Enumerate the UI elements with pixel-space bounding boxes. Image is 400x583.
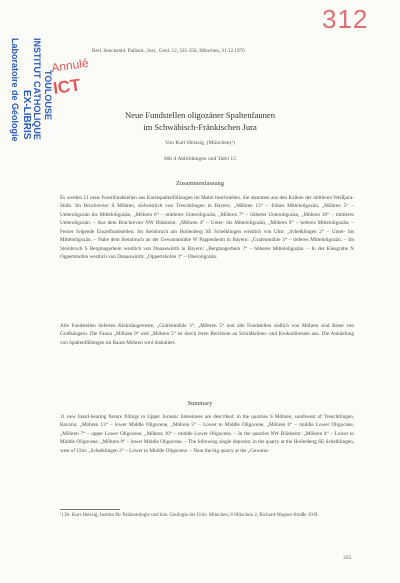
cancel-stamp-ict: ICT bbox=[51, 75, 82, 98]
page-number: 335 bbox=[343, 555, 352, 561]
zusammenfassung-heading: Zusammenfassung bbox=[176, 180, 224, 187]
article-title-line-1: Neue Fundstellen oligozäner Spaltenfaunen bbox=[124, 110, 276, 120]
stamp-number: 312 bbox=[322, 4, 369, 34]
footnote-rule bbox=[60, 509, 120, 510]
library-stamp-line-4: TOULOUSE bbox=[43, 70, 53, 120]
plate-line: Mit 4 Abbildungen und Tafel 15 bbox=[163, 156, 237, 162]
summary-paragraph: 11 new fossil-bearing fissure fillings in Upper Jurassic limestones are described: in the quarries S Möhren, southwest of Treuchtlingen, Bavaria: „Möhren 13“ – lower Middle Oligocene, „Möhren 5“ – Lower to Middle Oligocene, „Möhren 6“ – middle Lower Oligocene, „Möhren 7“ – upper Lower Oligocene, „Möhren 10“ – middle Lower Oligocene. – In the quarries NW Bläsheim: „Möhren 4“ – Lower to Middle Oligocene, „Möhren 9“ – lower Middle Oligocene. – The following single deposits: in the quarry at the Hollenberg SE Schelklingen, west of Ulm: „Schelklingen 2“ – Lower to Middle Oligocene. – Near the big quarry at the „Gewann- bbox=[60, 414, 354, 454]
library-stamp-line-1: Laboratoire de Géologie bbox=[10, 38, 20, 142]
cancel-stamp-annule: Annulé bbox=[50, 56, 90, 75]
footnote: ¹) Dr. Kurt Heissig, Institut für Paläontologie und hist. Geologie der Univ. München, 8 München 2, Richard-Wagner-Straße 10/II. bbox=[60, 513, 319, 518]
cancel-stamp bbox=[50, 56, 110, 106]
article-title-line-2: im Schwäbisch-Fränkischen Jura bbox=[143, 122, 257, 132]
summary-heading: Summary bbox=[187, 400, 213, 407]
library-stamp-line-2: EX-LIBRIS bbox=[21, 90, 32, 140]
author-line: Von Kurt Heissig, (München)¹) bbox=[165, 140, 235, 146]
journal-header: Berl. Senckenbl. Paläont., Inst., Geol. 12, 335-350, München, 31.12.1970 bbox=[92, 48, 245, 54]
zusammenfassung-paragraph-1: Es werden 11 neue Fossilfundstellen aus Karstspaltenfüllungen im Malm beschrieben. Sie stammen aus den Kalken der mittleren Weißjura-Stufe. Im Bruchrevier S Möhren, südwestlich von Treuchtlingen in Bayern: „Möhren 13“ – frühes Mitteloligozän, „Möhren 5“ – Unteroligozän bis Mitteloligozän, „Möhren 6“ – mittleres Unteroligozän, „Möhren 7“ – höheres Unteroligozän, „Möhren 10“ – mittleres Unteroligozän. – Aus dem Bruchrevier NW Bläsheim: „Möhren 4“ – Unter- bis Mitteloligozän, „Möhren 9“ – tieferes Mitteloligozän. – Ferner folgende Einzelfundstellen: Im Steinbruch am Hollenberg SE Schelklingen westlich von Ulm: „Schelklingen 2“ – Unter- bis Mitteloligozän. – Nahe dem Steinbruch an der Gewannmühle W Pappenheim in Bayern: „Grafenmühle 3“ – tieferes Mitteloligozän. – Im Steinbruch S Bergmagerbein westlich von Donauwörth in Bayern: „Bergmagerbein 7“ – höheres Mitteloligozän. – In der Kiesgrube N Oppertshofen westlich von Donauwörth: „Oppertshofen 1“ – Oberoligozän. bbox=[60, 195, 354, 261]
zusammenfassung-paragraph-2: Alle Fundstellen lieferten Kleinsäugerreste, „Grafenmühle 3“, „Möhren 5“ und alle Fundstellen südlich von Möhren sind Reste von Großsäugern. Die Fauna „Möhren 9“ und „Möhren 5“ ist durch ihren Reichtum an Schildkröten- und Krokodilresten aus. Die Anhäufung von Spaltenfüllungen im Raum Möhren wird diskutiert. bbox=[60, 323, 354, 346]
library-stamp-line-3: INSTITUT CATHOLIQUE bbox=[32, 38, 42, 140]
